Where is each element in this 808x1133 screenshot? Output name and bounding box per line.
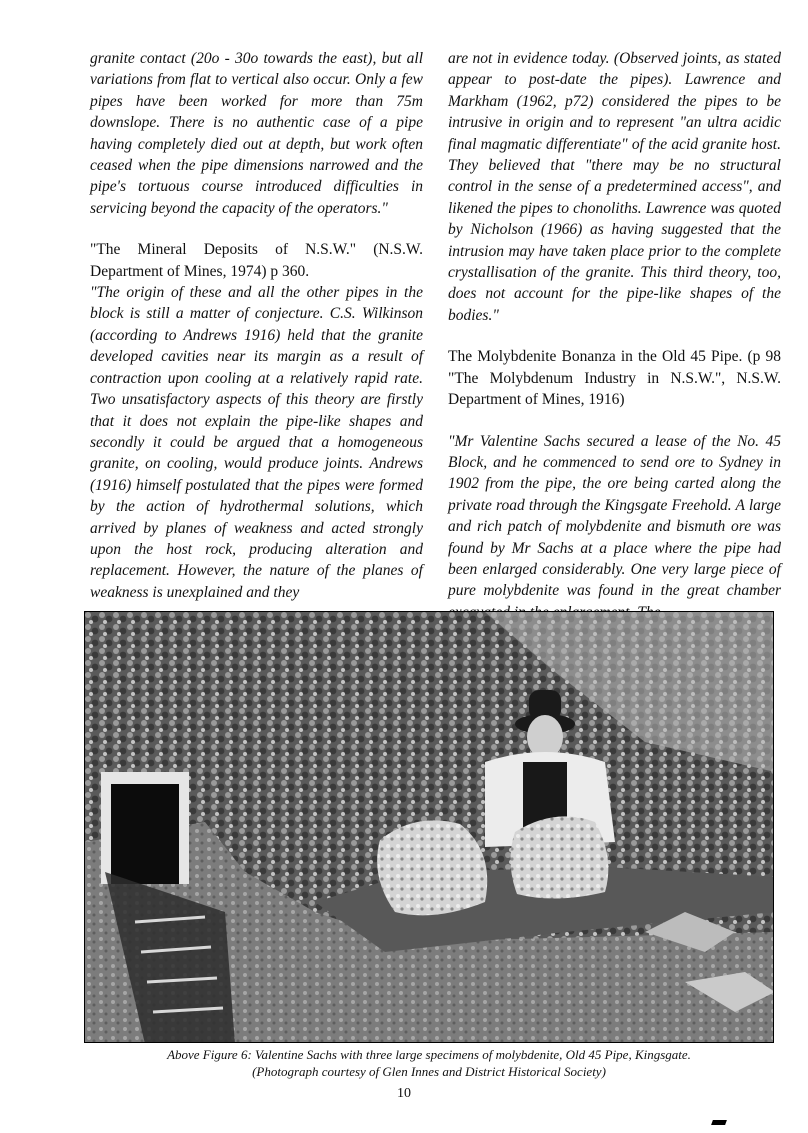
caption-line-1: Above Figure 6: Valentine Sachs with three large specimens of molybdenite, Old 45 Pipe, Kingsgate.: [167, 1047, 691, 1062]
left-text-column: [90, 48, 423, 603]
left-paragraph-2: "The Mineral Deposits of N.S.W." (N.S.W. Department of Mines, 1974) p 360.: [90, 241, 423, 280]
caption-line-2: (Photograph courtesy of Glen Innes and District Historical Society): [252, 1064, 606, 1079]
right-paragraph-1: are not in evidence today. (Observed joints, as stated appear to post-date the pipes). Lawrence and Markham (1962, p72) considered the pipes to be intrusive in origin and to represent "an ultra acidic final magmatic differentiate" of the acid granite host. They believed that "there may be no structural control in the sense of a predetermined access", and likened the pipes to chonoliths. Lawrence was quoted by Nicholson (1966) as having suggested that the intrusion may have taken place prior to the complete crystallisation of the granite. This third theory, too, does not account for the pipe-like shapes of the bodies.": [448, 50, 781, 324]
right-text-column: [448, 48, 781, 623]
page-number: 10: [397, 1086, 411, 1101]
left-paragraph-3: "The origin of these and all the other pipes in the block is still a matter of conjecture. C.S. Wilkinson (according to Andrews 1916) held that the granite developed cavities near its margin as a result of contraction upon cooling at a relatively rapid rate. Two unsatisfactory aspects of this theory are firstly that it does not explain the pipe-like shapes and secondly it could be argued that a homogeneous granite, on cooling, would produce joints. Andrews (1916) himself postulated that the pipes were formed by the action of hydrothermal solutions, which arrived by planes of weakness and acted strongly upon the host rock, producing alteration and replacement. However, the nature of the planes of weakness is unexplained and they: [90, 284, 423, 601]
right-paragraph-2: The Molybdenite Bonanza in the Old 45 Pipe. (p 98 "The Molybdenum Industry in N.S.W.", N.S.W. Department of Mines, 1916): [448, 348, 781, 409]
photo-illustration: [85, 612, 774, 1043]
right-paragraph-3: "Mr Valentine Sachs secured a lease of the No. 45 Block, and he commenced to send ore to Sydney in 1902 from the pipe, the ore being carted along the private road through the Kingsgate Freehold. A large and rich patch of molybdenite and bismuth ore was found by Mr Sachs at a place where the pipe had been enlarged considerably. One very large piece of pure molybdenite was found in the great chamber: [448, 432, 781, 600]
figure-caption: [84, 1046, 774, 1080]
historical-photograph: [84, 611, 774, 1043]
corner-mark: [711, 1120, 727, 1125]
left-paragraph-1: granite contact (20o - 30o towards the east), but all variations from flat to vertical also occur. Only a few pipes have been worked for more than 75m downslope. There is no authentic case of a pipe having completely died out at depth, but work often ceased when the pipe dimensions narrowed and the pipe's tortuous course introduced difficulties in servicing beyond the capacity of the operators.": [90, 50, 423, 217]
